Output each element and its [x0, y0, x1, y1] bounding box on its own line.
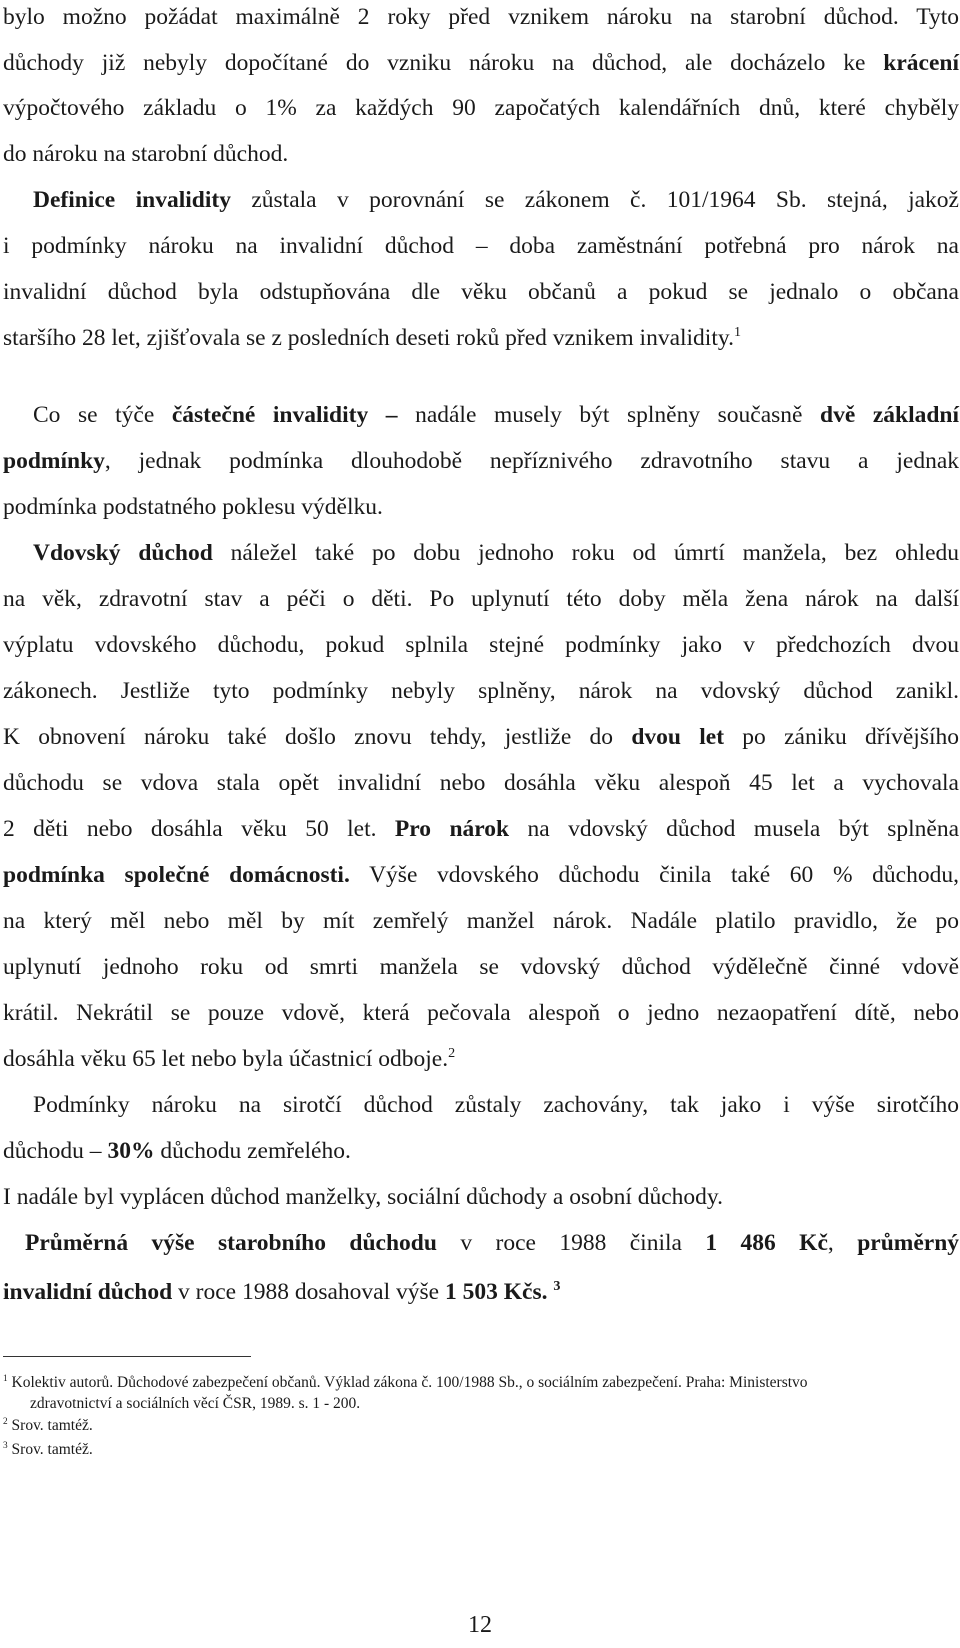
paragraph-line: invalidní důchod byla odstupňována dle věku občanů a pokud se jednalo o občana: [3, 279, 959, 305]
paragraph-line: invalidní důchod v roce 1988 dosahoval výše 1 503 Kčs. $^3$: [3, 1278, 561, 1305]
paragraph-line: krátil. Nekrátil se pouze vdově, která pečovala alespoň o jedno nezaopatření dítě, nebo: [3, 1000, 959, 1026]
footnote-number: 1: [3, 1373, 8, 1384]
paragraph-line: výpočtového základu o 1% za každých 90 započatých kalendářních dnů, které chyběly: [3, 95, 959, 121]
paragraph-line: důchodu – 30% důchodu zemřelého.: [3, 1138, 351, 1164]
paragraph-line: i podmínky nároku na invalidní důchod – doba zaměstnání potřebná pro nárok na: [3, 233, 959, 259]
footnote-3: $^3$ Srov. tamtéž.: [3, 1440, 93, 1458]
paragraph-line: důchody již nebyly dopočítané do vzniku nároku na důchod, ale docházelo ke krácení: [3, 50, 959, 76]
page-number: 12: [468, 1612, 492, 1638]
paragraph-line: podmínky, jednak podmínka dlouhodobě nepříznivého zdravotního stavu a jednak: [3, 448, 959, 474]
footnote-1: $^1$ Kolektiv autorů. Důchodové zabezpečení občanů. Výklad zákona č. 100/1988 Sb., o sociálním zabezpečení. Praha: Ministerstvo: [3, 1373, 808, 1391]
footnote-ref: 3: [553, 1278, 561, 1295]
paragraph-line: uplynutí jednoho roku od smrti manžela se vdovský důchod výdělečně činné vdově: [3, 954, 959, 980]
paragraph-line: dosáhla věku 65 let nebo byla účastnicí odboje.$^2$: [3, 1045, 456, 1072]
paragraph-line: výplatu vdovského důchodu, pokud splnila stejné podmínky jako v předchozích dvou: [3, 632, 959, 658]
footnote-number: 2: [3, 1416, 8, 1427]
paragraph-line: podmínka společné domácnosti. Výše vdovského důchodu činila také 60 % důchodu,: [3, 862, 959, 888]
paragraph-line: K obnovení nároku také došlo znovu tehdy, jestliže do dvou let po zániku dřívějšího: [3, 724, 959, 750]
paragraph-line: 2 děti nebo dosáhla věku 50 let. Pro nárok na vdovský důchod musela být splněna: [3, 816, 959, 842]
paragraph-line: Vdovský důchod náležel také po dobu jednoho roku od úmrtí manžela, bez ohledu: [33, 540, 959, 566]
footnote-number: 3: [3, 1440, 8, 1451]
footnote-ref: 1: [733, 324, 742, 341]
paragraph-line: zákonech. Jestliže tyto podmínky nebyly splněny, nárok na vdovský důchod zanikl.: [3, 678, 959, 704]
footnote-1-continuation: zdravotnictví a sociálních věcí ČSR, 1989. s. 1 - 200.: [30, 1395, 361, 1412]
paragraph-line: důchodu se vdova stala opět invalidní nebo dosáhla věku alespoň 45 let a vychovala: [3, 770, 959, 796]
paragraph-line: do nároku na starobní důchod.: [3, 141, 289, 167]
paragraph-line: Co se týče částečné invalidity – nadále musely být splněny současně dvě základní: [33, 402, 960, 428]
paragraph-line: podmínka podstatného poklesu výdělku.: [3, 494, 383, 520]
paragraph-line: bylo možno požádat maximálně 2 roky před vznikem nároku na starobní důchod. Tyto: [3, 4, 959, 30]
paragraph-line: Definice invalidity zůstala v porovnání se zákonem č. 101/1964 Sb. stejná, jakož: [33, 187, 959, 213]
paragraph-line: na věk, zdravotní stav a péči o děti. Po uplynutí této doby měla žena nárok na další: [3, 586, 959, 612]
paragraph-line: staršího 28 let, zjišťovala se z posledních deseti roků před vznikem invalidity.$^1$: [3, 324, 742, 351]
paragraph-line: na který měl nebo měl by mít zemřelý manžel nárok. Nadále platilo pravidlo, že po: [3, 908, 959, 934]
footnote-2: $^2$ Srov. tamtéž.: [3, 1416, 93, 1434]
paragraph-line: Podmínky nároku na sirotčí důchod zůstaly zachovány, tak jako i výše sirotčího: [33, 1092, 959, 1118]
paragraph-line: I nadále byl vyplácen důchod manželky, sociální důchody a osobní důchody.: [3, 1184, 724, 1210]
footnote-separator: [3, 1356, 251, 1357]
footnote-ref: 2: [448, 1045, 456, 1062]
paragraph-line: Průměrná výše starobního důchodu v roce 1988 činila 1 486 Kč, průměrný: [25, 1230, 960, 1256]
